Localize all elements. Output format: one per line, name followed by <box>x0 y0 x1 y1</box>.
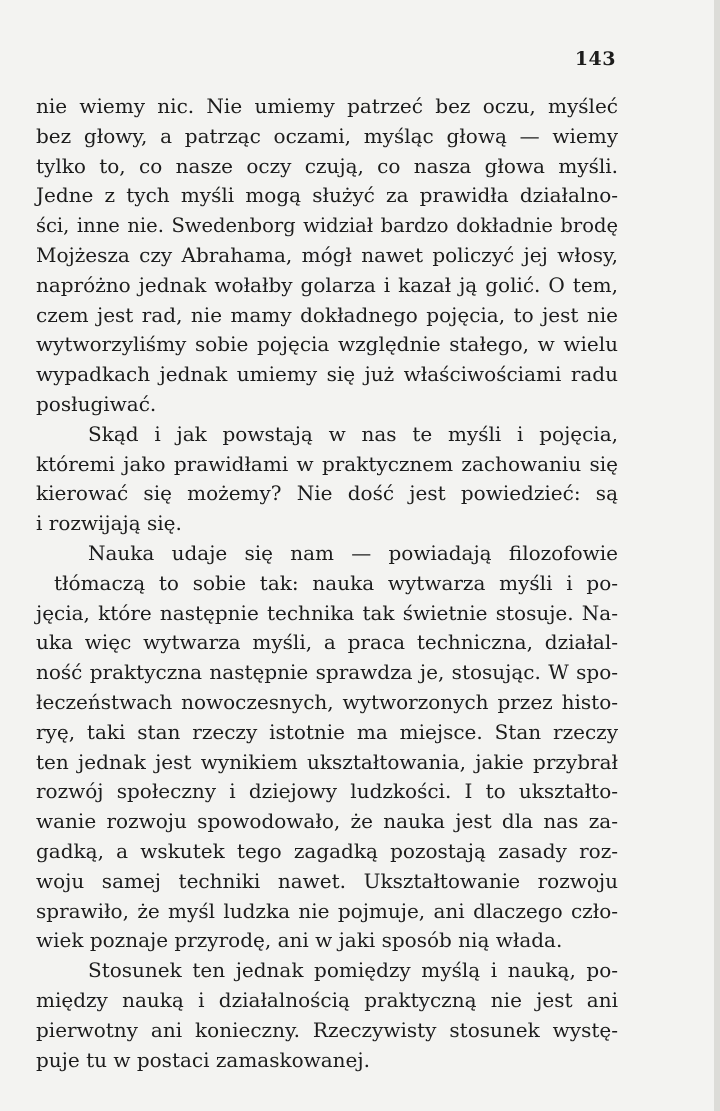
text-line: jęcia, które następnie technika tak świetnie stosuje. Na- <box>36 600 618 625</box>
text-line: pierwotny ani konieczny. Rzeczywisty stosunek wystę- <box>36 1017 618 1042</box>
text-line: tylko to, co nasze oczy czują, co nasza głowa myśli. <box>36 153 618 178</box>
page-number: 143 <box>574 48 616 70</box>
text-line: wiek poznaje przyrodę, ani w jaki sposób nią włada. <box>36 928 563 953</box>
text-line: tłómaczą to sobie tak: nauka wytwarza myśli i po- <box>54 570 618 595</box>
text-line: bez głowy, a patrząc oczami, myśląc głową — wiemy <box>36 123 618 148</box>
text-line: Mojżesza czy Abrahama, mógł nawet policzyć jej włosy, <box>36 242 618 267</box>
text-line: gadką, a wskutek tego zagadką pozostają zasady roz- <box>36 838 618 863</box>
text-line: ryę, taki stan rzeczy istotnie ma miejsce. Stan rzeczy <box>36 719 618 744</box>
text-line: i rozwijają się. <box>36 511 182 536</box>
body-text <box>36 92 618 1075</box>
text-line: nie wiemy nic. Nie umiemy patrzeć bez oczu, myśleć <box>36 94 618 118</box>
text-line: uka więc wytwarza myśli, a praca techniczna, działal- <box>36 630 618 655</box>
text-line: woju samej techniki nawet. Ukształtowanie rozwoju <box>36 868 618 893</box>
text-line: Jedne z tych myśli mogą służyć za prawidła działalno- <box>36 183 618 208</box>
text-line: kierować się możemy? Nie dość jest powiedzieć: są <box>36 481 618 506</box>
text-line: ten jednak jest wynikiem ukształtowania, jakie przybrał <box>36 749 618 774</box>
text-line: sprawiło, że myśl ludzka nie pojmuje, ani dlaczego czło- <box>36 898 618 923</box>
text-line: łeczeństwach nowoczesnych, wytworzonych przez histo- <box>36 689 618 714</box>
text-line: napróżno jednak wołałby golarza i kazał ją golić. O tem, <box>36 272 618 297</box>
text-line: któremi jako prawidłami w praktycznem zachowaniu się <box>36 451 618 476</box>
text-line: Skąd i jak powstają w nas te myśli i pojęcia, <box>88 421 618 446</box>
text-line: Stosunek ten jednak pomiędzy myślą i nauką, po- <box>88 958 618 983</box>
text-line: rozwój społeczny i dziejowy ludzkości. I to ukształto- <box>36 779 618 804</box>
text-line: wypadkach jednak umiemy się już właściwościami radu <box>36 362 618 387</box>
text-line: między nauką i działalnością praktyczną nie jest ani <box>36 987 618 1012</box>
page-edge <box>714 0 720 1111</box>
text-line: czem jest rad, nie mamy dokładnego pojęcia, to jest nie <box>36 302 618 327</box>
text-line: Nauka udaje się nam — powiadają filozofowie <box>88 540 618 565</box>
text-line: wytworzyliśmy sobie pojęcia względnie stałego, w wielu <box>36 332 618 357</box>
text-line: puje tu w postaci zamaskowanej. <box>36 1047 370 1072</box>
text-line: posługiwać. <box>36 391 157 416</box>
text-line: ność praktyczna następnie sprawdza je, stosując. W spo- <box>36 660 618 685</box>
text-line: ści, inne nie. Swedenborg widział bardzo dokładnie brodę <box>36 214 618 238</box>
text-line: wanie rozwoju spowodowało, że nauka jest dla nas za- <box>36 809 618 834</box>
